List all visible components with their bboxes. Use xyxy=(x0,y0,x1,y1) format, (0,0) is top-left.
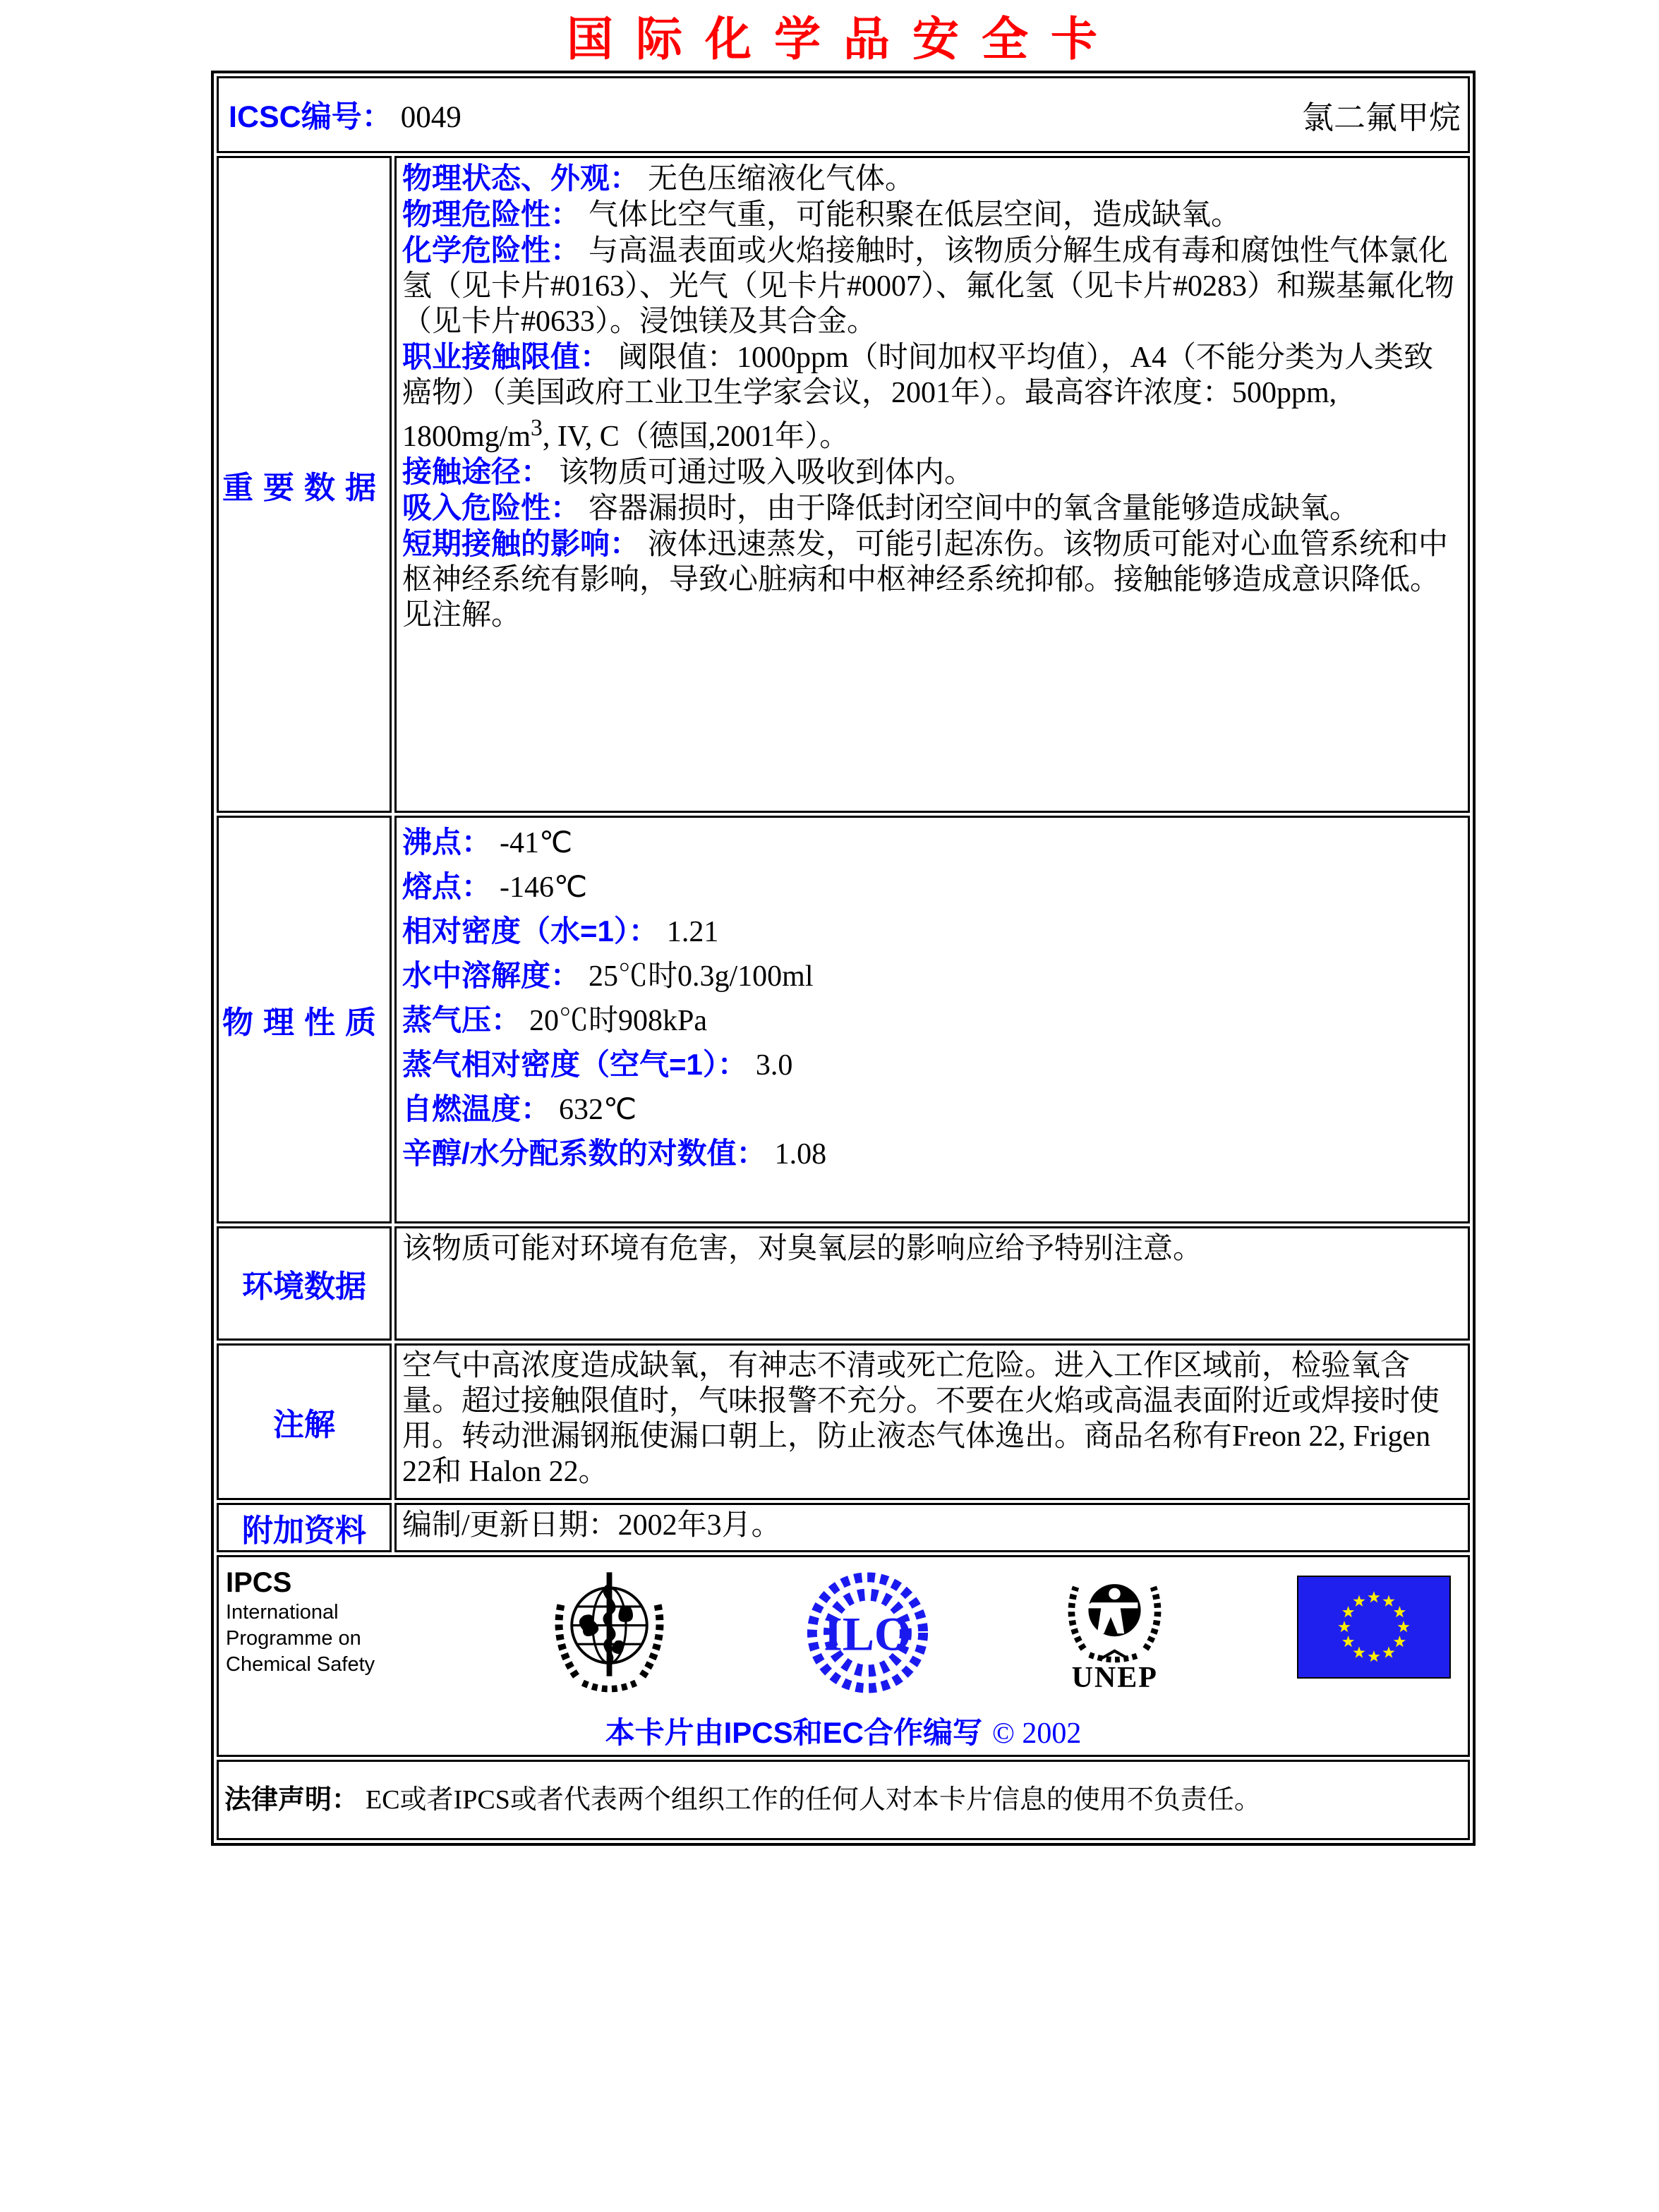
field-text: 3.0 xyxy=(755,1049,793,1082)
prop-vapor-relative-density xyxy=(402,1043,1462,1087)
prop-water-solubility xyxy=(402,954,1462,998)
field-label: 蒸气相对密度（空气=1）： xyxy=(402,1048,747,1081)
icsc-number-value: 0049 xyxy=(400,101,461,134)
field-text: -41℃ xyxy=(500,827,573,859)
field-text: 20℃时908kPa xyxy=(529,1005,708,1037)
important-data-row xyxy=(217,156,1470,813)
footer-caption xyxy=(224,1710,1462,1752)
field-text: 无色压缩液化气体。 xyxy=(648,163,915,195)
field-text: , IV, C（德国,2001年）。 xyxy=(542,421,850,453)
superscript-3: 3 xyxy=(531,415,543,441)
eu-flag-icon xyxy=(1297,1576,1451,1679)
unep-logo-icon xyxy=(1056,1566,1173,1664)
field-text: 阈限值：1000ppm（时间加权平均值），A4（不能分类为人类致癌物）（美国政府工业卫生学家会议，2001年）。最高容许浓度：500ppm, 1800mg/m xyxy=(402,342,1434,453)
environmental-text: 该物质可能对环境有危害，对臭氧层的影响应给予特别注意。 xyxy=(402,1233,1203,1265)
important-item-short-term-effects xyxy=(402,526,1462,633)
field-text: 1.21 xyxy=(666,916,719,948)
field-text: 25℃时0.3g/100ml xyxy=(589,960,814,993)
field-text: 液体迅速蒸发，可能引起冻伤。该物质可能对心血管系统和中枢神经系统有影响，导致心脏病和中枢神经系统抑郁。接触能够造成意识降低。见注解。 xyxy=(402,528,1449,631)
field-text: 1.08 xyxy=(774,1138,827,1171)
field-label: 自燃温度： xyxy=(402,1092,551,1125)
field-label: 熔点： xyxy=(402,870,492,903)
ipcs-line-2: Programme on xyxy=(226,1627,361,1650)
prop-boiling-point xyxy=(402,821,1462,865)
important-item-inhalation-risk xyxy=(402,490,1462,526)
ilo-logo-icon xyxy=(802,1566,933,1700)
important-item-appearance xyxy=(402,161,1462,197)
field-label: 物理危险性： xyxy=(402,198,581,231)
prop-vapor-pressure xyxy=(402,998,1462,1043)
section-label-important-data: 重要数据 xyxy=(222,470,386,505)
legal-body: EC或者IPCS或者代表两个组织工作的任何人对本卡片信息的使用不负责任。 xyxy=(366,1785,1261,1815)
section-label-environmental-data: 环境数据 xyxy=(242,1269,366,1304)
notes-text: 空气中高浓度造成缺氧，有神志不清或死亡危险。进入工作区域前，检验氧含量。超过接触限值时，气味报警不充分。不要在火焰或高温表面附近或焊接时使用。转动泄漏钢瓶使漏口朝上，防止液态气体逸出。商品名称有Freon 22, Frigen 22和 Halon 22。 xyxy=(402,1350,1440,1488)
prop-relative-density xyxy=(402,909,1462,954)
field-label: 化学危险性： xyxy=(402,234,581,267)
ipcs-line-3: Chemical Safety xyxy=(226,1653,375,1676)
footer-row xyxy=(217,1555,1470,1757)
footer-copyright: © 2002 xyxy=(991,1717,1082,1750)
ipcs-text-block xyxy=(226,1566,416,1678)
field-label: 沸点： xyxy=(402,826,492,859)
important-item-chemical-danger xyxy=(402,233,1462,339)
section-label-physical-properties: 物理性质 xyxy=(222,1005,386,1040)
field-label: 吸入危险性： xyxy=(402,491,581,524)
who-logo-icon xyxy=(541,1566,678,1698)
icsc-number-field xyxy=(224,93,461,136)
important-item-exposure-routes xyxy=(402,454,1462,490)
prop-octanol-water-partition xyxy=(402,1132,1462,1176)
prop-autoignition-temperature xyxy=(402,1087,1462,1132)
icsc-number-label: ICSC编号： xyxy=(229,100,392,134)
prop-melting-point xyxy=(402,865,1462,909)
field-text: 与高温表面或火焰接触时，该物质分解生成有毒和腐蚀性气体氯化氢（见卡片#0163）、光气（见卡片#0007）、氟化氢（见卡片#0283）和羰基氟化物（见卡片#0633）。浸蚀镁及其合金。 xyxy=(402,235,1455,338)
field-text: 气体比空气重，可能积聚在低层空间，造成缺氧。 xyxy=(589,199,1241,231)
chemical-name: 氯二氟甲烷 xyxy=(1301,100,1461,135)
legal-label: 法律声明： xyxy=(224,1785,359,1815)
field-label: 短期接触的影响： xyxy=(402,527,640,560)
section-label-notes: 注解 xyxy=(273,1408,335,1442)
additional-info-text: 编制/更新日期：2002年3月。 xyxy=(402,1509,781,1542)
ipcs-line-1: International xyxy=(226,1601,339,1624)
field-label: 辛醇/水分配系数的对数值： xyxy=(402,1137,766,1170)
ilo-letters: ILO xyxy=(823,1607,912,1661)
section-label-additional-info: 附加资料 xyxy=(242,1513,366,1548)
ipcs-acronym: IPCS xyxy=(226,1567,292,1598)
field-label: 职业接触限值： xyxy=(402,340,610,373)
field-label: 水中溶解度： xyxy=(402,959,581,992)
field-label: 相对密度（水=1）： xyxy=(402,914,658,948)
field-label: 蒸气压： xyxy=(402,1003,521,1037)
unep-logo-block xyxy=(1056,1566,1173,1693)
field-text: -146℃ xyxy=(500,871,588,904)
page-title: 国际化学品安全卡 xyxy=(567,13,1120,65)
physical-properties-row xyxy=(217,816,1470,1223)
notes-row xyxy=(217,1343,1470,1500)
field-text: 容器漏损时，由于降低封闭空间中的氧含量能够造成缺氧。 xyxy=(589,492,1360,525)
legal-statement xyxy=(224,1784,1462,1816)
important-item-occupational-limits xyxy=(402,339,1462,454)
field-text: 632℃ xyxy=(559,1094,637,1126)
environmental-data-row xyxy=(217,1226,1470,1341)
unep-label: UNEP xyxy=(1071,1662,1158,1694)
legal-row xyxy=(217,1760,1470,1840)
header-row xyxy=(217,76,1470,153)
field-text: 该物质可通过吸入吸收到体内。 xyxy=(559,457,975,489)
icsc-card-table xyxy=(211,71,1476,1846)
field-label: 接触途径： xyxy=(402,455,551,488)
footer-caption-text: 本卡片由IPCS和EC合作编写 xyxy=(605,1716,982,1749)
important-item-physical-danger xyxy=(402,197,1462,233)
additional-info-row xyxy=(217,1503,1470,1552)
field-label: 物理状态、外观： xyxy=(402,162,640,195)
